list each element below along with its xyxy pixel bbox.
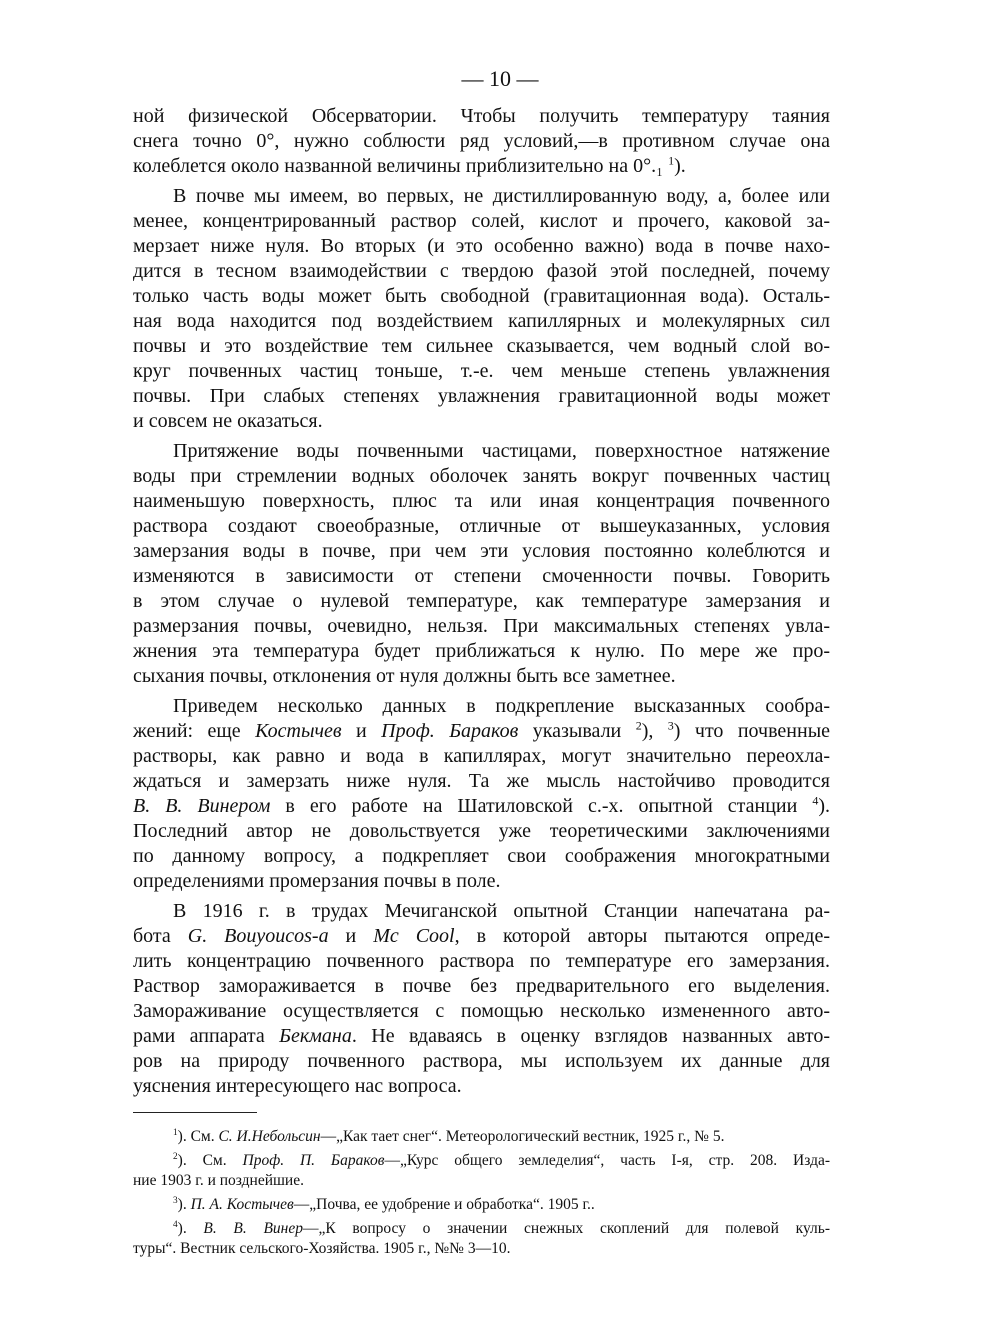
text-segment: ). <box>818 795 830 817</box>
text-line <box>133 1151 830 1171</box>
text-line <box>133 974 830 999</box>
text-segment: снега точно 0°, нужно соблюсти ряд условий,—в противном случае она <box>133 130 830 152</box>
text-line <box>133 309 830 334</box>
italic-text: П. А. Костычев <box>190 1196 294 1213</box>
text-line <box>133 664 830 689</box>
text-segment: ров на природу почвенного раствора, мы используем их данные для <box>133 1050 830 1072</box>
text-segment: —„Почва, ее удобрение и обработка“. 1905 г.. <box>293 1196 595 1213</box>
text-line <box>133 924 830 949</box>
text-line <box>133 1074 830 1099</box>
text-segment: замерзания воды в почве, при чем эти условия постоянно колеблются и <box>133 540 830 562</box>
footnote <box>133 1127 830 1147</box>
footnote <box>133 1151 830 1191</box>
text-line <box>133 234 830 259</box>
text-segment: —„Курс общего земледелия“, часть I-я, стр. 208. Изда- <box>384 1152 830 1169</box>
text-segment: размерзания почвы, очевидно, нельзя. При максимальных степенях увла- <box>133 615 830 637</box>
text-line <box>133 154 830 179</box>
text-line <box>133 869 830 894</box>
text-segment: и <box>328 925 374 947</box>
text-line <box>133 769 830 794</box>
text-line <box>133 639 830 664</box>
text-segment: . Не вдаваясь в оценку взглядов названных авто- <box>351 1025 830 1047</box>
text-line <box>133 359 830 384</box>
text-line <box>133 184 830 209</box>
paragraph <box>133 899 830 1099</box>
footnote-marker: 1 <box>668 153 675 168</box>
footnote <box>133 1219 830 1259</box>
text-segment: В 1916 г. в трудах Мечиганской опытной Станции напечатана ра- <box>173 900 830 922</box>
text-segment: дится в тесном взаимодействии с твердою фазой этой последней, почему <box>133 260 830 282</box>
text-segment: наименьшую поверхность, плюс та или иная концентрация почвенного <box>133 490 830 512</box>
text-line <box>133 899 830 924</box>
italic-text: G. Bouyoucos-a <box>187 925 329 947</box>
text-segment: в его работе на Шатиловской с.-х. опытной станции <box>270 795 813 817</box>
text-segment: лить концентрацию почвенного раствора по температуре его замерзания. <box>133 950 830 972</box>
text-segment: менее, концентрированный раствор солей, кислот и прочего, каковой за- <box>133 210 830 232</box>
italic-text: Бекмана <box>279 1025 352 1047</box>
text-segment: рами аппарата <box>133 1025 280 1047</box>
italic-text: Проф. П. Бараков <box>242 1152 385 1169</box>
footnote-separator <box>133 1112 257 1113</box>
page-number: — 10 — <box>461 66 539 91</box>
text-segment: —„К вопросу о значении снежных скоплений для полевой куль- <box>303 1220 830 1237</box>
text-segment: Приведем несколько данных в подкрепление высказанных сообра- <box>173 695 830 717</box>
text-line <box>133 949 830 974</box>
paragraph <box>133 104 830 179</box>
italic-text: В. В. Винер <box>203 1220 303 1237</box>
text-line <box>133 819 830 844</box>
text-line <box>133 564 830 589</box>
text-line <box>133 514 830 539</box>
text-segment: —„Как тает снег“. Метеорологический вестник, 1925 г., № 5. <box>320 1128 725 1145</box>
text-line <box>133 409 830 434</box>
text-line <box>133 259 830 284</box>
text-line <box>133 744 830 769</box>
text-line <box>133 1219 830 1239</box>
text-line <box>133 719 830 744</box>
text-segment: по данному вопросу, а подкрепляет свои соображения многократными <box>133 845 830 867</box>
text-segment: ). <box>177 1220 204 1237</box>
text-segment: сыхания почвы, отклонения от нуля должны быть все заметнее. <box>133 665 676 687</box>
text-segment: Притяжение воды почвенными частицами, поверхностное натяжение <box>173 440 830 462</box>
text-segment: и <box>341 720 382 742</box>
footnote-marker: 4 <box>173 1219 178 1230</box>
text-segment: жнения эта температура будет приближаться к нулю. По мере же про- <box>133 640 830 662</box>
text-line <box>133 614 830 639</box>
text-segment: Замораживание осуществляется с помощью несколько измененного авто- <box>133 1000 830 1022</box>
text-segment: туры“. Вестник сельского-Хозяйства. 1905 г., №№ 3—10. <box>133 1240 511 1257</box>
text-segment: изменяются в зависимости от степени смоченности почвы. Говорить <box>133 565 830 587</box>
paragraph <box>133 694 830 894</box>
text-line <box>133 1024 830 1049</box>
italic-text: В. В. Винером <box>133 795 271 817</box>
text-segment: ной физической Обсерватории. Чтобы получить температуру таяния <box>133 105 830 127</box>
text-segment: Раствор замораживается в почве без предварительного его выделения. <box>133 975 830 997</box>
text-segment: растворы, как равно и вода в капиллярах, могут значительно переохла- <box>133 745 830 767</box>
text-line <box>133 589 830 614</box>
footnotes <box>133 1127 830 1263</box>
text-segment: , в которой авторы пытаются опреде- <box>454 925 831 947</box>
footnote-marker: 2 <box>173 1151 178 1162</box>
text-segment: и совсем не оказаться. <box>133 410 323 432</box>
text-segment: почвы. При слабых степенях увлажнения гравитационной воды может <box>133 385 830 407</box>
text-line <box>133 464 830 489</box>
text-segment: воды при стремлении водных оболочек занять вокруг почвенных частиц <box>133 465 830 487</box>
text-segment: ). См. <box>177 1128 219 1145</box>
italic-text: Костычев <box>255 720 342 742</box>
text-segment: только часть воды может быть свободной (гравитационная вода). Осталь- <box>133 285 830 307</box>
footnote-marker: 1 <box>173 1127 178 1138</box>
text-segment: бота <box>133 925 188 947</box>
text-segment: раствора создают своеобразные, отличные от вышеуказанных, условия <box>133 515 830 537</box>
text-line <box>133 489 830 514</box>
text-line <box>133 209 830 234</box>
text-segment: мерзает ниже нуля. Во вторых (и это особенно важно) вода в почве нахо- <box>133 235 830 257</box>
text-line <box>133 999 830 1024</box>
text-segment: ние 1903 г. и позднейшие. <box>133 1172 304 1189</box>
italic-text: Mc Cool <box>373 925 455 947</box>
text-line <box>133 694 830 719</box>
text-segment: ) что почвенные <box>673 720 831 742</box>
text-segment: ждаться и замерзать ниже нуля. Та же мысль настойчиво проводится <box>133 770 830 792</box>
text-segment: колеблется около названной величины приблизительно на 0°.₁ <box>133 155 669 177</box>
text-segment: В почве мы имеем, во первых, не дистиллированную воду, а, более или <box>173 185 830 207</box>
footnote-marker: 2 <box>635 718 642 733</box>
text-segment: почвы и это воздействие тем сильнее сказывается, чем водный слой во- <box>133 335 830 357</box>
text-segment: определениями промерзания почвы в поле. <box>133 870 501 892</box>
text-line <box>133 844 830 869</box>
footnote-marker: 3 <box>667 718 674 733</box>
text-line <box>133 539 830 564</box>
text-line <box>133 384 830 409</box>
text-line <box>133 1049 830 1074</box>
text-segment: ). <box>177 1196 191 1213</box>
footnote-marker: 4 <box>812 793 819 808</box>
text-segment: ). <box>674 155 686 177</box>
text-segment: ная вода находится под воздействием капиллярных и молекулярных сил <box>133 310 830 332</box>
text-line <box>133 1195 830 1215</box>
text-line <box>133 794 830 819</box>
text-line <box>133 104 830 129</box>
text-segment: в этом случае о нулевой температуре, как температуре замерзания и <box>133 590 830 612</box>
text-segment: уяснения интересующего нас вопроса. <box>133 1075 462 1097</box>
text-line <box>133 1127 830 1147</box>
text-line <box>133 284 830 309</box>
footnote-marker: 3 <box>173 1195 178 1206</box>
text-line <box>133 1171 830 1191</box>
text-line <box>133 334 830 359</box>
text-line <box>133 439 830 464</box>
paragraph <box>133 184 830 434</box>
text-segment: указывали <box>518 720 636 742</box>
text-segment: Последний автор не довольствуется уже теоретическими заключениями <box>133 820 830 842</box>
body-text <box>133 104 830 1104</box>
italic-text: Проф. Бараков <box>381 720 519 742</box>
text-segment: круг почвенных частиц тоньше, т.-е. чем меньше степень увлажнения <box>133 360 830 382</box>
text-segment: ). См. <box>177 1152 243 1169</box>
text-line <box>133 1239 830 1259</box>
italic-text: С. И.Небольсин <box>218 1128 321 1145</box>
footnote <box>133 1195 830 1215</box>
text-line <box>133 129 830 154</box>
paragraph <box>133 439 830 689</box>
text-segment: жений: еще <box>133 720 256 742</box>
text-segment: ), <box>641 720 668 742</box>
